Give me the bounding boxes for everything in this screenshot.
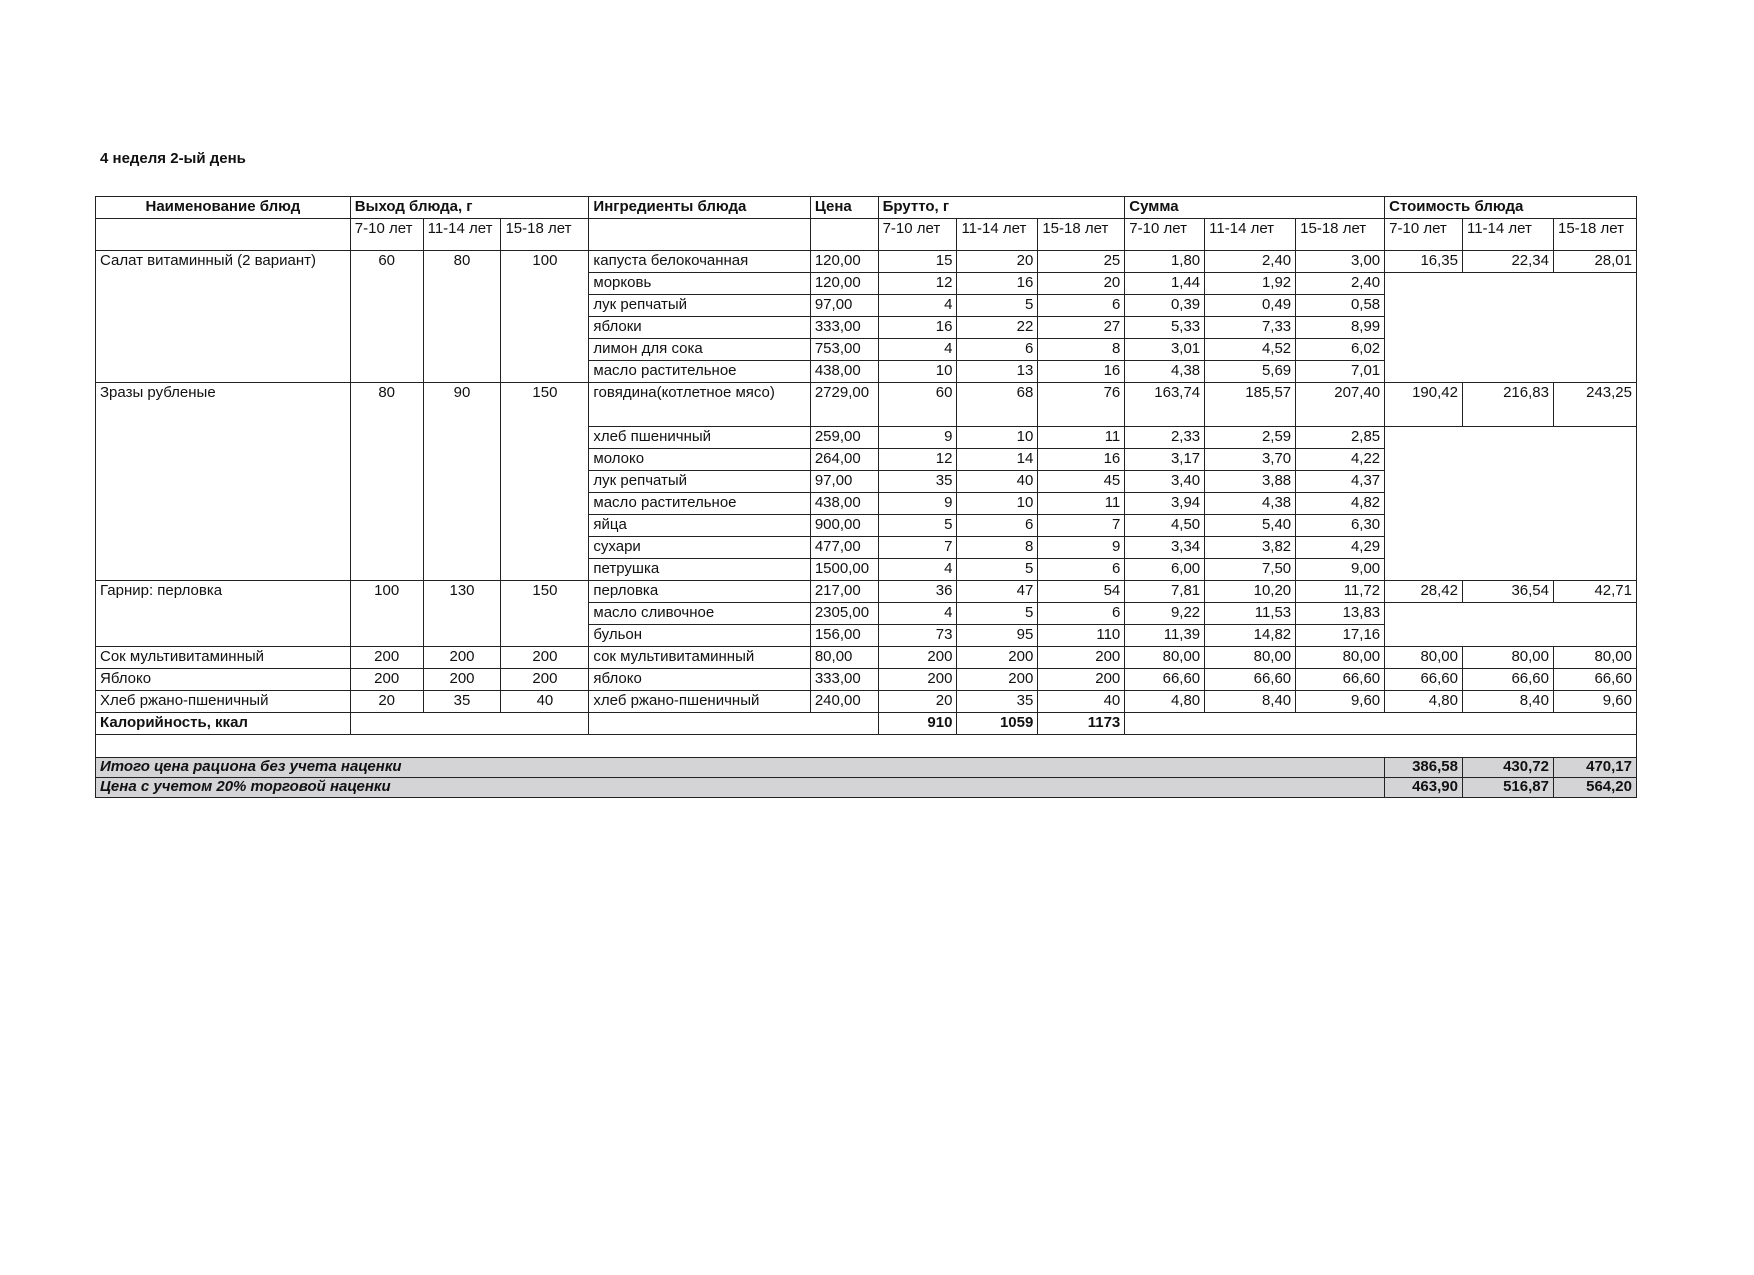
dish-yield: 200 (423, 647, 501, 669)
dish-yield: 90 (423, 383, 501, 581)
ingredient-price: 120,00 (810, 251, 878, 273)
table-row (96, 669, 1637, 691)
ingredient-gross: 16 (1038, 449, 1125, 471)
ingredient-sum: 0,39 (1125, 295, 1205, 317)
ingredient-gross: 36 (878, 581, 957, 603)
ingredient-name: масло растительное (589, 493, 810, 515)
ingredient-sum: 9,60 (1296, 691, 1385, 713)
ingredient-sum: 3,70 (1205, 449, 1296, 471)
ingredient-gross: 15 (878, 251, 957, 273)
ingredient-name: сок мультивитаминный (589, 647, 810, 669)
ingredient-name: сухари (589, 537, 810, 559)
ingredient-gross: 7 (878, 537, 957, 559)
dish-cost-empty (1385, 603, 1637, 647)
ingredient-sum: 6,30 (1296, 515, 1385, 537)
ingredient-gross: 16 (878, 317, 957, 339)
ingredient-sum: 6,02 (1296, 339, 1385, 361)
header-age: 11-14 лет (423, 219, 501, 251)
total-row (96, 758, 1637, 778)
ingredient-name: молоко (589, 449, 810, 471)
ingredient-sum: 3,82 (1205, 537, 1296, 559)
dish-yield: 60 (350, 251, 423, 383)
ingredient-gross: 9 (1038, 537, 1125, 559)
header-empty (96, 219, 351, 251)
ingredient-gross: 6 (1038, 559, 1125, 581)
ingredient-gross: 40 (957, 471, 1038, 493)
dish-yield: 80 (350, 383, 423, 581)
ingredient-name: бульон (589, 625, 810, 647)
ingredient-gross: 4 (878, 339, 957, 361)
ingredient-sum: 4,22 (1296, 449, 1385, 471)
total-value: 386,58 (1385, 758, 1463, 778)
ingredient-price: 120,00 (810, 273, 878, 295)
dish-name: Салат витаминный (2 вариант) (96, 251, 351, 383)
dish-yield: 200 (350, 669, 423, 691)
dish-yield: 100 (350, 581, 423, 647)
ingredient-gross: 9 (878, 493, 957, 515)
ingredient-price: 753,00 (810, 339, 878, 361)
dish-cost: 66,60 (1385, 669, 1463, 691)
ingredient-gross: 4 (878, 559, 957, 581)
ingredient-sum: 11,53 (1205, 603, 1296, 625)
dish-yield: 150 (501, 581, 589, 647)
header-age: 7-10 лет (350, 219, 423, 251)
dish-yield: 150 (501, 383, 589, 581)
ingredient-sum: 5,40 (1205, 515, 1296, 537)
ingredient-gross: 45 (1038, 471, 1125, 493)
ingredient-sum: 80,00 (1205, 647, 1296, 669)
dish-name: Яблоко (96, 669, 351, 691)
ingredient-name: яблоки (589, 317, 810, 339)
header-empty (589, 219, 810, 251)
total-value: 470,17 (1553, 758, 1636, 778)
ingredient-sum: 66,60 (1205, 669, 1296, 691)
ingredient-sum: 3,40 (1125, 471, 1205, 493)
blank-cell (96, 735, 1637, 758)
header-dish: Наименование блюд (96, 197, 351, 219)
ingredient-sum: 3,17 (1125, 449, 1205, 471)
ingredient-gross: 35 (957, 691, 1038, 713)
ingredient-gross: 25 (1038, 251, 1125, 273)
ingredient-gross: 110 (1038, 625, 1125, 647)
ingredient-price: 156,00 (810, 625, 878, 647)
dish-cost: 4,80 (1385, 691, 1463, 713)
dish-yield: 130 (423, 581, 501, 647)
ingredient-sum: 7,81 (1125, 581, 1205, 603)
ingredient-name: петрушка (589, 559, 810, 581)
dish-cost-empty (1385, 273, 1637, 383)
ingredient-sum: 9,00 (1296, 559, 1385, 581)
ingredient-sum: 2,59 (1205, 427, 1296, 449)
dish-cost: 28,42 (1385, 581, 1463, 603)
ingredient-gross: 54 (1038, 581, 1125, 603)
header-cost: Стоимость блюда (1385, 197, 1637, 219)
ingredient-gross: 6 (957, 515, 1038, 537)
dish-cost: 16,35 (1385, 251, 1463, 273)
ingredient-sum: 207,40 (1296, 383, 1385, 427)
dish-yield: 100 (501, 251, 589, 383)
ingredient-gross: 20 (957, 251, 1038, 273)
ingredient-sum: 5,69 (1205, 361, 1296, 383)
dish-cost: 66,60 (1553, 669, 1636, 691)
ingredient-name: лук репчатый (589, 471, 810, 493)
ingredient-price: 97,00 (810, 471, 878, 493)
ingredient-gross: 73 (878, 625, 957, 647)
dish-cost: 36,54 (1462, 581, 1553, 603)
header-age: 11-14 лет (1205, 219, 1296, 251)
ingredient-price: 97,00 (810, 295, 878, 317)
ingredient-sum: 4,50 (1125, 515, 1205, 537)
ingredient-gross: 200 (1038, 647, 1125, 669)
header-age: 11-14 лет (957, 219, 1038, 251)
ingredient-name: яблоко (589, 669, 810, 691)
header-empty (810, 219, 878, 251)
calories-empty (589, 713, 878, 735)
ingredient-sum: 2,40 (1205, 251, 1296, 273)
dish-cost: 243,25 (1553, 383, 1636, 427)
ingredient-sum: 7,33 (1205, 317, 1296, 339)
ingredient-sum: 163,74 (1125, 383, 1205, 427)
ingredient-sum: 66,60 (1125, 669, 1205, 691)
ingredient-gross: 22 (957, 317, 1038, 339)
table-row (96, 581, 1637, 603)
ingredient-gross: 12 (878, 273, 957, 295)
dish-name: Хлеб ржано-пшеничный (96, 691, 351, 713)
ingredient-sum: 7,01 (1296, 361, 1385, 383)
ingredient-sum: 4,29 (1296, 537, 1385, 559)
dish-yield: 80 (423, 251, 501, 383)
total-value: 564,20 (1553, 778, 1636, 798)
ingredient-sum: 2,85 (1296, 427, 1385, 449)
ingredient-gross: 10 (878, 361, 957, 383)
ingredient-sum: 11,72 (1296, 581, 1385, 603)
header-age: 7-10 лет (1125, 219, 1205, 251)
header-age: 11-14 лет (1462, 219, 1553, 251)
ingredient-sum: 11,39 (1125, 625, 1205, 647)
dish-yield: 200 (501, 647, 589, 669)
ingredient-gross: 35 (878, 471, 957, 493)
blank-row (96, 735, 1637, 758)
dish-cost: 190,42 (1385, 383, 1463, 427)
ingredient-sum: 6,00 (1125, 559, 1205, 581)
ingredient-gross: 8 (1038, 339, 1125, 361)
calories-value: 1173 (1038, 713, 1125, 735)
table-row (96, 383, 1637, 427)
ingredient-gross: 16 (1038, 361, 1125, 383)
ingredient-gross: 5 (957, 559, 1038, 581)
dish-yield: 200 (501, 669, 589, 691)
ingredient-sum: 7,50 (1205, 559, 1296, 581)
ingredient-gross: 4 (878, 603, 957, 625)
ingredient-sum: 3,94 (1125, 493, 1205, 515)
header-age: 15-18 лет (1553, 219, 1636, 251)
header-row-1 (96, 197, 1637, 219)
dish-cost: 8,40 (1462, 691, 1553, 713)
ingredient-price: 264,00 (810, 449, 878, 471)
ingredient-sum: 0,58 (1296, 295, 1385, 317)
ingredient-name: морковь (589, 273, 810, 295)
ingredient-sum: 5,33 (1125, 317, 1205, 339)
ingredient-gross: 68 (957, 383, 1038, 427)
ingredient-sum: 4,38 (1205, 493, 1296, 515)
dish-cost: 66,60 (1462, 669, 1553, 691)
ingredient-sum: 9,22 (1125, 603, 1205, 625)
ingredient-sum: 3,01 (1125, 339, 1205, 361)
ingredient-price: 900,00 (810, 515, 878, 537)
ingredient-sum: 0,49 (1205, 295, 1296, 317)
ingredient-gross: 13 (957, 361, 1038, 383)
ingredient-gross: 6 (1038, 603, 1125, 625)
dish-yield: 40 (501, 691, 589, 713)
ingredient-gross: 6 (957, 339, 1038, 361)
dish-yield: 200 (423, 669, 501, 691)
ingredient-price: 333,00 (810, 669, 878, 691)
ingredient-price: 477,00 (810, 537, 878, 559)
ingredient-gross: 5 (957, 295, 1038, 317)
ingredient-price: 240,00 (810, 691, 878, 713)
ingredient-name: лук репчатый (589, 295, 810, 317)
ingredient-gross: 200 (878, 669, 957, 691)
dish-cost: 42,71 (1553, 581, 1636, 603)
dish-cost: 22,34 (1462, 251, 1553, 273)
table-row (96, 251, 1637, 273)
calories-empty (350, 713, 589, 735)
ingredient-name: яйца (589, 515, 810, 537)
ingredient-name: лимон для сока (589, 339, 810, 361)
ingredient-sum: 3,00 (1296, 251, 1385, 273)
dish-name: Зразы рубленые (96, 383, 351, 581)
ingredient-sum: 1,92 (1205, 273, 1296, 295)
ingredient-price: 259,00 (810, 427, 878, 449)
header-age: 15-18 лет (1038, 219, 1125, 251)
ingredient-sum: 80,00 (1296, 647, 1385, 669)
ingredient-name: масло растительное (589, 361, 810, 383)
ingredient-sum: 4,52 (1205, 339, 1296, 361)
dish-cost: 216,83 (1462, 383, 1553, 427)
dish-cost: 80,00 (1385, 647, 1463, 669)
dish-cost: 80,00 (1462, 647, 1553, 669)
ingredient-gross: 27 (1038, 317, 1125, 339)
ingredient-name: масло сливочное (589, 603, 810, 625)
total-value: 430,72 (1462, 758, 1553, 778)
header-age: 7-10 лет (878, 219, 957, 251)
ingredient-sum: 8,99 (1296, 317, 1385, 339)
ingredient-name: хлеб ржано-пшеничный (589, 691, 810, 713)
total-value: 463,90 (1385, 778, 1463, 798)
ingredient-gross: 10 (957, 427, 1038, 449)
header-ingredients: Ингредиенты блюда (589, 197, 810, 219)
ingredient-gross: 47 (957, 581, 1038, 603)
ingredient-gross: 14 (957, 449, 1038, 471)
header-sum: Сумма (1125, 197, 1385, 219)
ingredient-gross: 11 (1038, 427, 1125, 449)
ingredient-gross: 60 (878, 383, 957, 427)
ingredient-gross: 40 (1038, 691, 1125, 713)
ingredient-sum: 4,37 (1296, 471, 1385, 493)
ingredient-gross: 10 (957, 493, 1038, 515)
ingredient-sum: 2,33 (1125, 427, 1205, 449)
header-age: 15-18 лет (1296, 219, 1385, 251)
calories-value: 1059 (957, 713, 1038, 735)
ingredient-sum: 10,20 (1205, 581, 1296, 603)
header-price: Цена (810, 197, 878, 219)
dish-cost: 9,60 (1553, 691, 1636, 713)
table-row (96, 647, 1637, 669)
ingredient-gross: 95 (957, 625, 1038, 647)
ingredient-gross: 12 (878, 449, 957, 471)
dish-yield: 35 (423, 691, 501, 713)
ingredient-sum: 66,60 (1296, 669, 1385, 691)
ingredient-price: 438,00 (810, 361, 878, 383)
dish-name: Сок мультивитаминный (96, 647, 351, 669)
total-value: 516,87 (1462, 778, 1553, 798)
ingredient-name: перловка (589, 581, 810, 603)
total-label: Цена с учетом 20% торговой наценки (96, 778, 1385, 798)
ingredient-price: 2729,00 (810, 383, 878, 427)
header-yield: Выход блюда, г (350, 197, 589, 219)
ingredient-price: 1500,00 (810, 559, 878, 581)
ingredient-price: 438,00 (810, 493, 878, 515)
ingredient-gross: 9 (878, 427, 957, 449)
ingredient-price: 217,00 (810, 581, 878, 603)
page-title: 4 неделя 2-ый день (100, 150, 246, 167)
ingredient-gross: 16 (957, 273, 1038, 295)
ingredient-sum: 13,83 (1296, 603, 1385, 625)
header-age: 7-10 лет (1385, 219, 1463, 251)
ingredient-gross: 6 (1038, 295, 1125, 317)
menu-cost-table (95, 196, 1637, 798)
header-gross: Брутто, г (878, 197, 1125, 219)
ingredient-sum: 4,38 (1125, 361, 1205, 383)
dish-cost: 28,01 (1553, 251, 1636, 273)
ingredient-gross: 4 (878, 295, 957, 317)
ingredient-sum: 4,80 (1125, 691, 1205, 713)
ingredient-gross: 200 (957, 647, 1038, 669)
ingredient-gross: 5 (957, 603, 1038, 625)
ingredient-gross: 8 (957, 537, 1038, 559)
ingredient-sum: 8,40 (1205, 691, 1296, 713)
ingredient-name: капуста белокочанная (589, 251, 810, 273)
ingredient-name: говядина(котлетное мясо) (589, 383, 810, 427)
calories-label: Калорийность, ккал (96, 713, 351, 735)
calories-empty (1125, 713, 1637, 735)
ingredient-sum: 1,80 (1125, 251, 1205, 273)
ingredient-gross: 200 (1038, 669, 1125, 691)
ingredient-price: 333,00 (810, 317, 878, 339)
dish-yield: 200 (350, 647, 423, 669)
ingredient-sum: 3,88 (1205, 471, 1296, 493)
ingredient-gross: 20 (1038, 273, 1125, 295)
table-row (96, 691, 1637, 713)
ingredient-gross: 7 (1038, 515, 1125, 537)
dish-name: Гарнир: перловка (96, 581, 351, 647)
ingredient-gross: 200 (957, 669, 1038, 691)
ingredient-sum: 4,82 (1296, 493, 1385, 515)
dish-cost: 80,00 (1553, 647, 1636, 669)
total-row (96, 778, 1637, 798)
ingredient-price: 2305,00 (810, 603, 878, 625)
dish-cost-empty (1385, 427, 1637, 581)
total-label: Итого цена рациона без учета наценки (96, 758, 1385, 778)
ingredient-sum: 2,40 (1296, 273, 1385, 295)
ingredient-sum: 80,00 (1125, 647, 1205, 669)
calories-row (96, 713, 1637, 735)
ingredient-sum: 3,34 (1125, 537, 1205, 559)
header-age: 15-18 лет (501, 219, 589, 251)
ingredient-gross: 11 (1038, 493, 1125, 515)
ingredient-gross: 76 (1038, 383, 1125, 427)
ingredient-price: 80,00 (810, 647, 878, 669)
ingredient-gross: 200 (878, 647, 957, 669)
ingredient-sum: 1,44 (1125, 273, 1205, 295)
ingredient-sum: 185,57 (1205, 383, 1296, 427)
ingredient-sum: 17,16 (1296, 625, 1385, 647)
ingredient-gross: 5 (878, 515, 957, 537)
dish-yield: 20 (350, 691, 423, 713)
ingredient-sum: 14,82 (1205, 625, 1296, 647)
ingredient-name: хлеб пшеничный (589, 427, 810, 449)
calories-value: 910 (878, 713, 957, 735)
header-row-2 (96, 219, 1637, 251)
ingredient-gross: 20 (878, 691, 957, 713)
